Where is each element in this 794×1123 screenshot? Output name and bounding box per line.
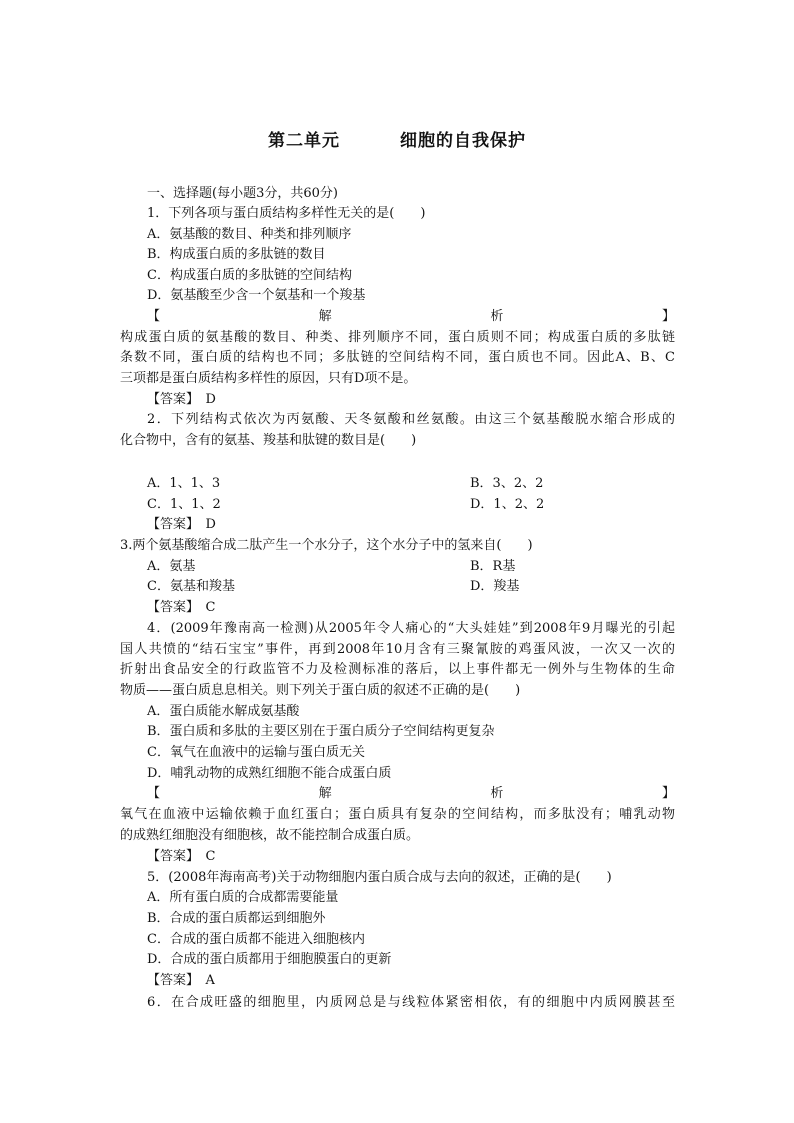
unit-label: 第二单元 — [268, 131, 340, 151]
q5-option-b: B．合成的蛋白质都运到细胞外 — [147, 911, 326, 926]
q1-answer: 【答案】 D — [147, 392, 216, 407]
q5-option-d: D．合成的蛋白质都用于细胞膜蛋白的更新 — [147, 952, 392, 967]
q2-answer: 【答案】 D — [147, 517, 216, 532]
q2-option-d: D．1、2、2 — [470, 497, 545, 512]
q2-option-b: B．3、2、2 — [470, 476, 544, 491]
q1-analysis-heading: 【 解 析 】 — [147, 309, 675, 324]
q4-option-d: D．哺乳动物的成熟红细胞不能合成蛋白质 — [147, 766, 392, 781]
q5-stem: 5．(2008年海南高考)关于动物细胞内蛋白质合成与去向的叙述，正确的是( ) — [147, 870, 612, 885]
q1-explanation-line: 构成蛋白质的氨基酸的数目、种类、排列顺序不同，蛋白质则不同；构成蛋白质的多肽链 — [120, 330, 675, 345]
q3-option-b: B．R基 — [470, 559, 516, 574]
q3-option-d: D．羧基 — [470, 579, 520, 594]
page-title — [0, 126, 794, 151]
q4-option-a: A．蛋白质能水解成氨基酸 — [147, 704, 300, 719]
q2-option-a: A．1、1、3 — [147, 476, 221, 491]
q5-option-c: C．合成的蛋白质都不能进入细胞核内 — [147, 932, 365, 947]
q4-stem: 国人共愤的“结石宝宝”事件，再到2008年10月含有三聚氰胺的鸡蛋风波，一次又一次的 — [120, 642, 675, 657]
q3-option-c: C．氨基和羧基 — [147, 579, 235, 594]
q4-option-c: C．氧气在血液中的运输与蛋白质无关 — [147, 745, 365, 760]
q5-option-a: A．所有蛋白质的合成都需要能量 — [147, 890, 339, 905]
q4-stem: 物质——蛋白质息息相关。则下列关于蛋白质的叙述不正确的是( ) — [120, 683, 521, 698]
unit-topic: 细胞的自我保护 — [400, 131, 526, 151]
q1-explanation-line: 三项都是蛋白质结构多样性的原因，只有D项不是。 — [120, 371, 417, 386]
q1-option-c: C．构成蛋白质的多肽链的空间结构 — [147, 268, 352, 283]
q1-option-a: A．氨基酸的数目、种类和排列顺序 — [147, 227, 352, 242]
q6-stem: 6．在合成旺盛的细胞里，内质网总是与线粒体紧密相依，有的细胞中内质网膜甚至 — [147, 995, 675, 1010]
section-heading: 一、选择题(每小题3分，共60分) — [147, 186, 338, 201]
q2-stem: 2．下列结构式依次为丙氨酸、天冬氨酸和丝氨酸。由这三个氨基酸脱水缩合形成的 — [147, 412, 675, 427]
q4-answer: 【答案】 C — [147, 849, 216, 864]
q4-explanation-line: 的成熟红细胞没有细胞核，故不能控制合成蛋白质。 — [120, 828, 420, 843]
q4-analysis-heading: 【 解 析 】 — [147, 786, 675, 801]
q5-answer: 【答案】 A — [147, 973, 215, 988]
q4-explanation-line: 氧气在血液中运输依赖于血红蛋白；蛋白质具有复杂的空间结构，而多肽没有；哺乳动物 — [120, 807, 675, 822]
q1-stem: 1．下列各项与蛋白质结构多样性无关的是( ) — [147, 206, 426, 221]
q2-stem: 化合物中，含有的氨基、羧基和肽键的数目是( ) — [120, 433, 417, 448]
q2-option-c: C．1、1、2 — [147, 497, 221, 512]
q3-answer: 【答案】 C — [147, 600, 216, 615]
q4-option-b: B．蛋白质和多肽的主要区别在于蛋白质分子空间结构更复杂 — [147, 724, 495, 739]
q3-stem: 3.两个氨基酸缩合成二肽产生一个水分子，这个水分子中的氢来自( ) — [120, 538, 533, 553]
q1-explanation-line: 条数不同，蛋白质的结构也不同；多肽链的空间结构不同，蛋白质也不同。因此A、B、C — [120, 350, 675, 365]
q4-stem: 折射出食品安全的行政监管不力及检测标准的落后，以上事件都无一例外与生物体的生命 — [120, 662, 675, 677]
q1-option-b: B．构成蛋白质的多肽链的数目 — [147, 247, 326, 262]
q1-option-d: D．氨基酸至少含一个氨基和一个羧基 — [147, 288, 366, 303]
q4-stem: 4．(2009年豫南高一检测)从2005年令人痛心的“大头娃娃”到2008年9月曝光的引起 — [147, 621, 675, 636]
q3-option-a: A．氨基 — [147, 559, 196, 574]
